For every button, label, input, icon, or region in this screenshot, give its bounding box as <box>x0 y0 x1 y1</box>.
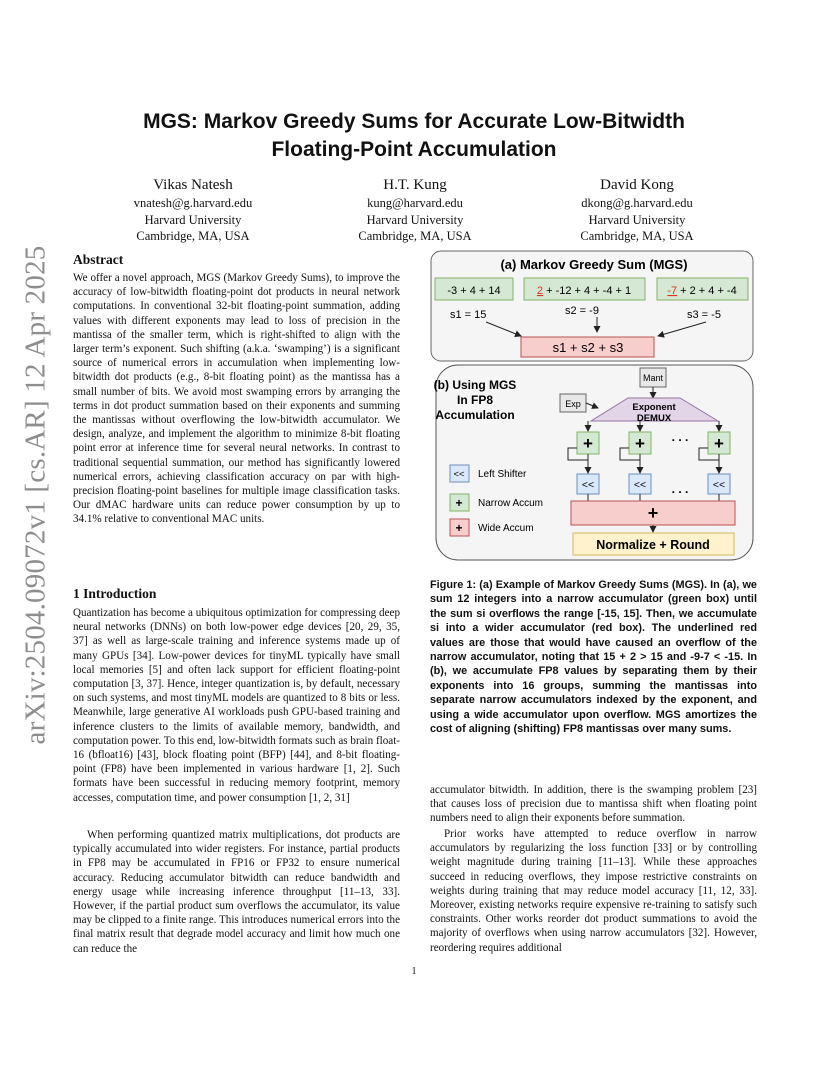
author-name: David Kong <box>600 177 674 193</box>
arxiv-stamp <box>8 245 64 745</box>
author-email: kung@harvard.edu <box>367 196 463 210</box>
narrow-accum-2-symbol: + <box>635 434 645 453</box>
abstract-heading: Abstract <box>73 252 124 267</box>
title-line-1: MGS: Markov Greedy Sums for Accurate Low-Bitwidth <box>143 110 685 133</box>
figure-1-caption: Figure 1: (a) Example of Markov Greedy Sums (MGS). In (a), we sum 12 integers into a narrow accumulator (green box) until the sum si overflows the range [-15, 15]. Then, we accumulate si into a wider accumulator (red box). The underlined red values are those that would have caused an overflow of the narrow accumulator, noting that 15 + 2 > 15 and -9-7 < -15. In (b), we accumulate FP8 values by separating them by their exponents into 16 groups, summing the mantissas into separate narrow accumulators indexed by the exponent, and using a wide accumulator upon overflow. MGS amortizes the cost of aligning (shifting) FP8 mantissas over many sums. <box>430 579 757 736</box>
panel-b-title-1: (b) Using MGS <box>433 378 517 392</box>
paper-title <box>90 108 738 164</box>
left-shifter-3-symbol: << <box>712 479 726 491</box>
author-location: Cambridge, MA, USA <box>136 229 250 243</box>
panel-b-title-3: Accumulation <box>435 408 515 422</box>
wide-sum-text: s1 + s2 + s3 <box>552 340 624 355</box>
author-affiliation: Harvard University <box>144 212 242 227</box>
author-email: dkong@g.harvard.edu <box>581 196 693 210</box>
s2-label: s2 = -9 <box>565 305 599 317</box>
legend-shifter-symbol: << <box>453 469 465 480</box>
arxiv-id: arXiv:2504.09072v1 [cs.AR] 12 Apr 2025 <box>19 245 52 745</box>
dots-top: . . . <box>671 430 689 444</box>
s3-label: s3 = -5 <box>687 309 721 321</box>
legend-wide-label: Wide Accum <box>478 523 534 534</box>
intro-paragraph-4: Prior works have attempted to reduce overflow in narrow accumulators by regularizing the loss function [33] or by controlling weight magnitude during training [11–13]. While these approaches succeed in reducing overflows, they impose restrictive constraints on weights during training that may reduce model accuracy [11, 12, 33]. Moreover, existing networks require expensive re-training to satisfy such constraints. Other works reorder dot product summations to avoid the majority of overflows when using narrow accumulators [32]. However, reordering requires additional <box>430 828 757 954</box>
legend-narrow-label: Narrow Accum <box>478 498 544 509</box>
section-heading-introduction: 1 Introduction <box>73 586 157 601</box>
figure-1 <box>428 248 758 563</box>
author-block-3 <box>537 175 737 245</box>
author-email: vnatesh@g.harvard.edu <box>133 196 253 210</box>
demux-line-2: DEMUX <box>636 413 672 424</box>
narrow-accum-1-symbol: + <box>583 434 593 453</box>
panel-b-title-2: In FP8 <box>456 393 494 407</box>
narrow-box-2-text: 2 + -12 + 4 + -4 + 1 <box>536 285 632 297</box>
author-name: Vikas Natesh <box>153 177 233 193</box>
dots-bottom: . . . <box>671 482 689 496</box>
s1-label: s1 = 15 <box>450 309 487 321</box>
panel-a-title: (a) Markov Greedy Sum (MGS) <box>500 257 688 272</box>
normalize-round-label: Normalize + Round <box>596 538 710 552</box>
author-name: H.T. Kung <box>383 177 447 193</box>
demux-line-1: Exponent <box>632 402 676 413</box>
page-number: 1 <box>411 966 417 977</box>
author-affiliation: Harvard University <box>366 212 464 227</box>
left-shifter-2-symbol: << <box>633 479 647 491</box>
author-location: Cambridge, MA, USA <box>580 229 694 243</box>
narrow-accum-3-symbol: + <box>714 434 724 453</box>
exp-label: Exp <box>565 399 581 409</box>
wide-accumulator-symbol: + <box>647 503 659 523</box>
mant-label: Mant <box>642 373 664 383</box>
abstract-text: We offer a novel approach, MGS (Markov Greedy Sums), to improve the accuracy of low-bitwidth floating-point dot products in neural network computations. In conventional 32-bit floating-point summation, adding values with different exponents may lead to loss of precision in the mantissa of the smaller term, which is right-shifted to align with the larger term’s exponent. Such shifting (a.k.a. ‘swamping’) is a significant source of numerical errors in accumulation when implementing low-bitwidth dot products (e.g., 8-bit floating point) as the mantissa has a small number of bits. We avoid most swamping errors by arranging the terms in dot product summation based on their exponents and summing the mantissas without overflowing the low-bitwidth accumulator. We design, analyze, and implement the algorithm to minimize 8-bit floating point error at inference time for several neural networks. In contrast to traditional sequential summation, our method has significantly lowered numerical errors, achieving classification accuracy on par with high-precision floating-point baselines for multiple image classification tasks. Our dMAC hardware units can reduce power consumption by up to 34.1% relative to conventional MAC units. <box>73 272 400 526</box>
left-shifter-1-symbol: << <box>581 479 595 491</box>
intro-paragraph-1: Quantization has become a ubiquitous optimization for compressing deep neural networks (DNNs) on both low-power edge devices [20, 29, 35, 37] as well as large-scale training and inference systems made up of many GPUs [34]. Low-power devices for tinyML typically have small local memories [5] and often lack support for efficient floating-point computation [3, 37]. Hence, integer quantization is, by default, necessary on such systems, and most tinyML models are quantized to 8 bits or less. Meanwhile, large generative AI workloads push GPU-based training and inference clusters to the limits of available memory, bandwidth, and computation power. To this end, low-bitwidth formats such as brain float-16 (bfloat16) [43], block floating point (BFP) [44], and 8-bit floating-point (FP8) have been implemented in various hardware [1, 2]. Such formats have been successful in reducing memory footprint, memory accesses, computation time, and power consumption [1, 2, 31] <box>73 607 400 804</box>
author-affiliation: Harvard University <box>588 212 686 227</box>
author-block-1 <box>93 175 293 245</box>
author-block-2 <box>315 175 515 245</box>
legend-wide-symbol: + <box>455 521 463 535</box>
author-location: Cambridge, MA, USA <box>358 229 472 243</box>
title-line-2: Floating-Point Accumulation <box>271 138 557 161</box>
narrow-box-1-text: -3 + 4 + 14 <box>447 285 501 297</box>
legend-narrow-symbol: + <box>455 496 463 510</box>
legend-shifter-label: Left Shifter <box>478 469 527 480</box>
narrow-box-3-text: -7 + 2 + 4 + -4 <box>667 285 737 297</box>
intro-paragraph-3: accumulator bitwidth. In addition, there is the swamping problem [23] that causes loss of precision due to mantissa shift when floating point numbers need to align their exponents before summation. <box>430 784 757 825</box>
intro-paragraph-2: When performing quantized matrix multiplications, dot products are typically accumulated into wider registers. For instance, partial products in FP8 may be accumulated in FP16 or FP32 to ensure numerical accuracy. Reducing accumulator bitwidth can reduce bandwidth and energy usage while increasing inference throughput [11–13, 33]. However, if the partial product sum overflows the accumulator, its value may be clipped to a finite range. This introduces numerical errors into the final matrix result that degrade model accuracy and limit how much one can reduce the <box>73 829 400 955</box>
